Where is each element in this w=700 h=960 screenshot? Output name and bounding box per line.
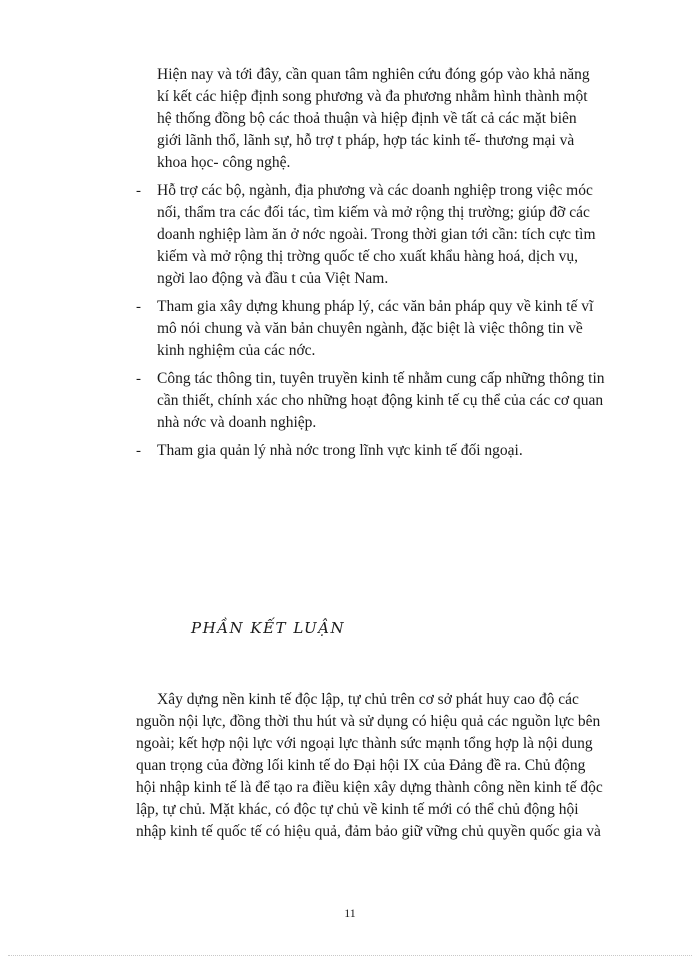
paragraph-line: mô nói chung và văn bản chuyên ngành, đặc biệt là việc thông tin về <box>157 320 583 337</box>
page-number: 11 <box>344 906 356 920</box>
paragraph-line: khoa học- công nghệ. <box>157 154 291 171</box>
paragraph-line: Hỗ trợ các bộ, ngành, địa phương và các doanh nghiệp trong việc móc <box>157 182 593 199</box>
paragraph-line: Hiện nay và tới đây, cần quan tâm nghiên cứu đóng góp vào khả năng <box>157 66 590 83</box>
paragraph-line: nhà nớc và doanh nghiệp. <box>157 414 317 431</box>
paragraph-line: kiếm và mở rộng thị trờng quốc tế cho xuất khẩu hàng hoá, dịch vụ, <box>157 248 579 265</box>
bullet-marker: - <box>136 183 141 199</box>
paragraph-line: kí kết các hiệp định song phương và đa phương nhằm hình thành một <box>157 88 588 105</box>
paragraph-line: nguồn nội lực, đồng thời thu hút và sử dụng có hiệu quả các nguồn lực bên <box>136 713 601 730</box>
paragraph-line: Xây dựng nền kinh tế độc lập, tự chủ trên cơ sở phát huy cao độ các <box>157 691 579 708</box>
paragraph-line: kinh nghiệm của các nớc. <box>157 342 316 359</box>
paragraph-line: Tham gia quản lý nhà nớc trong lĩnh vực kinh tế đối ngoại. <box>157 442 523 459</box>
page-bottom-divider <box>8 955 692 956</box>
paragraph-line: hội nhập kinh tế là để tạo ra điều kiện xây dựng thành công nền kinh tế độc <box>136 779 603 796</box>
paragraph-line: hệ thống đồng bộ các thoả thuận và hiệp định về tất cả các mặt biên <box>157 110 577 127</box>
section-heading: PHẦN KẾT LUẬN <box>191 619 346 637</box>
paragraph-line: ngời lao động và đầu t của Việt Nam. <box>157 270 389 287</box>
paragraph-line: Công tác thông tin, tuyên truyền kinh tế nhằm cung cấp những thông tin <box>157 370 605 387</box>
paragraph-line: quan trọng của đờng lối kinh tế do Đại hội IX của Đảng đề ra. Chủ động <box>136 757 586 774</box>
paragraph-line: ngoài; kết hợp nội lực với ngoại lực thành sức mạnh tổng hợp là nội dung <box>136 735 593 752</box>
paragraph-line: lập, tự chủ. Mặt khác, có độc tự chủ về kinh tế mới có thể chủ động hội <box>136 801 579 818</box>
paragraph-line: doanh nghiệp làm ăn ở nớc ngoài. Trong thời gian tới cần: tích cực tìm <box>157 226 596 243</box>
paragraph-line: cần thiết, chính xác cho những hoạt động kinh tế cụ thể của các cơ quan <box>157 392 604 409</box>
paragraph-line: Tham gia xây dựng khung pháp lý, các văn bản pháp quy về kinh tế vĩ <box>157 298 594 315</box>
paragraph-line: giới lãnh thổ, lãnh sự, hỗ trợ t pháp, hợp tác kinh tế- thương mại và <box>157 132 575 149</box>
bullet-marker: - <box>136 299 141 315</box>
bullet-marker: - <box>136 443 141 459</box>
bullet-marker: - <box>136 371 141 387</box>
paragraph-line: nối, thẩm tra các đối tác, tìm kiếm và mở rộng thị trường; giúp đỡ các <box>157 204 590 221</box>
paragraph-line: nhập kinh tế quốc tế có hiệu quả, đảm bảo giữ vững chủ quyền quốc gia và <box>136 823 601 840</box>
